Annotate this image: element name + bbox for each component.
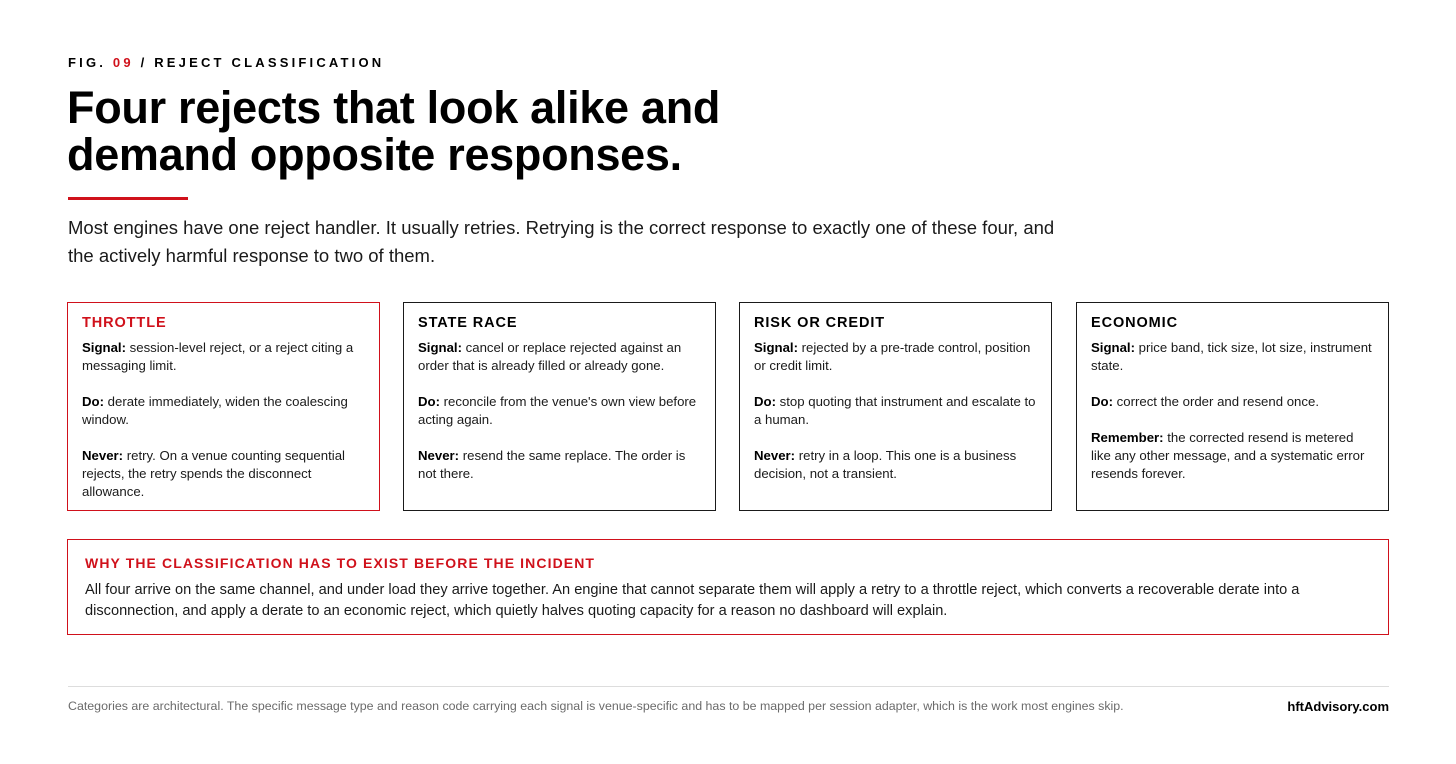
row-text: session-level reject, or a reject citing a messaging limit. (82, 340, 354, 373)
card-signal (754, 339, 1037, 375)
figure-separator: / (140, 55, 148, 70)
row-label: Never: (754, 448, 796, 463)
headline-line-2: demand opposite responses. (67, 129, 682, 180)
row-label: Signal: (754, 340, 798, 355)
row-label: Never: (418, 448, 460, 463)
row-label: Remember: (1091, 430, 1164, 445)
row-label: Do: (82, 394, 104, 409)
card-do (418, 393, 701, 429)
figure-label (68, 56, 384, 70)
row-label: Do: (1091, 394, 1113, 409)
footer-divider (68, 686, 1389, 687)
card-never (82, 447, 365, 501)
why-body: All four arrive on the same channel, and under load they arrive together. An engine that cannot separate them will apply a retry to a throttle reject, which converts a recoverable derate into a disconnection, and apply a derate to an economic reject, which quietly halves quoting capacity for a reason no dashboard will explain. (85, 582, 1300, 619)
figure-title: REJECT CLASSIFICATION (154, 55, 385, 70)
row-label: Do: (754, 394, 776, 409)
row-label: Signal: (82, 340, 126, 355)
row-label: Do: (418, 394, 440, 409)
row-label: Signal: (1091, 340, 1135, 355)
card-title: THROTTLE (82, 315, 167, 331)
row-label: Signal: (418, 340, 462, 355)
card-signal (418, 339, 701, 375)
card-throttle (67, 302, 380, 511)
card-remember (1091, 429, 1374, 483)
card-never (418, 447, 701, 483)
card-risk-or-credit (739, 302, 1052, 511)
card-do (1091, 393, 1374, 411)
figure-number: 09 (112, 55, 134, 70)
row-text: resend the same replace. The order is not there. (418, 448, 686, 481)
figure-prefix: FIG. (68, 55, 107, 70)
why-callout (67, 539, 1389, 635)
row-text: cancel or replace rejected against an order that is already filled or already gone. (418, 340, 682, 373)
why-title: WHY THE CLASSIFICATION HAS TO EXIST BEFORE THE INCIDENT (85, 555, 596, 571)
row-text: retry. On a venue counting sequential rejects, the retry spends the disconnect allowance. (82, 448, 345, 499)
row-label: Never: (82, 448, 124, 463)
card-economic (1076, 302, 1389, 511)
row-text: stop quoting that instrument and escalate to a human. (754, 394, 1036, 427)
card-do (754, 393, 1037, 429)
row-text: reconcile from the venue's own view before acting again. (418, 394, 697, 427)
card-never (754, 447, 1037, 483)
headline-line-1: Four rejects that look alike and (67, 82, 721, 133)
row-text: rejected by a pre-trade control, position or credit limit. (754, 340, 1031, 373)
row-text: correct the order and resend once. (1116, 394, 1319, 409)
card-do (82, 393, 365, 429)
headline (67, 84, 787, 178)
row-text: derate immediately, widen the coalescing window. (82, 394, 348, 427)
row-text: retry in a loop. This one is a business decision, not a transient. (754, 448, 1017, 481)
row-text: price band, tick size, lot size, instrument state. (1091, 340, 1372, 373)
row-text: the corrected resend is metered like any other message, and a systematic error resends forever. (1091, 430, 1365, 481)
card-title: ECONOMIC (1091, 315, 1178, 331)
card-signal (82, 339, 365, 375)
brand-link[interactable]: hftAdvisory.com (1287, 699, 1389, 714)
accent-rule (68, 197, 188, 200)
card-signal (1091, 339, 1374, 375)
footnote: Categories are architectural. The specific message type and reason code carrying each signal is venue-specific and has to be mapped per session adapter, which is the work most engines skip. (68, 699, 1124, 713)
card-title: RISK OR CREDIT (754, 315, 886, 331)
card-state-race (403, 302, 716, 511)
card-title: STATE RACE (418, 315, 518, 331)
lede-paragraph: Most engines have one reject handler. It usually retries. Retrying is the correct response to exactly one of these four, and the actively harmful response to two of them. (68, 217, 1055, 266)
